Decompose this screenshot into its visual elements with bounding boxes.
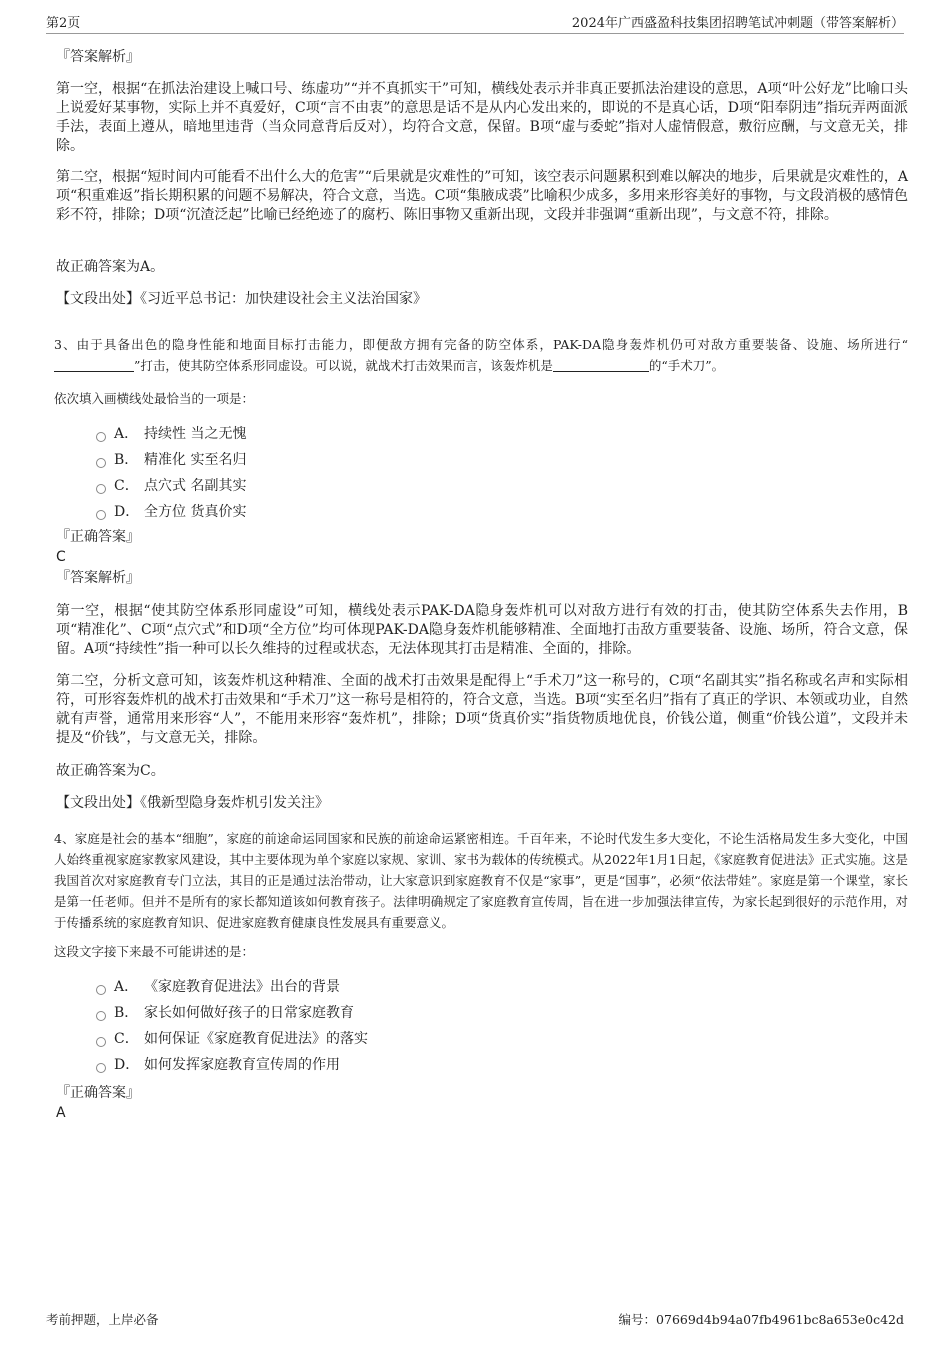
q3-option-c[interactable]: C． 点穴式 名副其实	[96, 472, 246, 498]
q4-option-a[interactable]: A． 《家庭教育促进法》出台的背景	[96, 973, 368, 999]
q3-answer: C	[56, 549, 66, 565]
q3-analysis-p2: 第二空，分析文意可知，该轰炸机这种精准、全面的战术打击效果是配得上“手术刀”这一称号的，C项“名副其实”指名称或名声和实际相符，可形容轰炸机的战术打击效果和“手术刀”这一称号是相符的，符合文意，当选。B项“实至名归”指有了真正的学识、本领或功业，自然就有声誉，通常用来形容“人”，不能用来形容“轰炸机”，排除；D项“货真价实”指货物质地优良，价钱公道，侧重“价钱公道”，文段并未提及“价钱”，与文意无关，排除。	[56, 673, 908, 746]
q2-analysis-p2: 第二空，根据“短时间内可能看不出什么大的危害”“后果就是灾难性的”可知，该空表示问题累积到难以解决的地步，后果就是灾难性的，A项“积重难返”指长期积累的问题不易解决，符合文意，当选。C项“集腋成裘”比喻积少成多，多用来形容美好的事物，与文段消极的感情色彩不符，排除；D项“沉渣泛起”比喻已经绝迹了的腐朽、陈旧事物又重新出现，文段并非强调“重新出现”，与文意不符，排除。	[56, 169, 908, 223]
page-footer	[46, 1310, 904, 1328]
q4-option-d[interactable]: D． 如何发挥家庭教育宣传周的作用	[96, 1051, 368, 1077]
q2-analysis-p1: 第一空，根据“在抓法治建设上喊口号、练虚功”“并不真抓实干”可知，横线处表示并非真正要抓法治建设的意思，A项“叶公好龙”比喻口头上说爱好某事物，实际上并不真爱好，C项“言不由衷”的意思是话不是从内心发出来的，即说的不是真心话，D项“阳奉阴违”指玩弄两面派手法，表面上遵从，暗地里违背（当众同意背后反对），均符合文意，保留。B项“虚与委蛇”指对人虚情假意，敷衍应酬，与文意无关，排除。	[56, 81, 908, 154]
q3-stem	[54, 334, 908, 376]
radio-icon[interactable]	[96, 510, 106, 520]
q2-source: 【文段出处】《习近平总书记：加快建设社会主义法治国家》	[56, 291, 427, 307]
q4-answer: A	[56, 1105, 66, 1121]
radio-icon[interactable]	[96, 1011, 106, 1021]
q3-stem-part-b: ”打击，使其防空体系形同虚设。可以说，就战术打击效果而言，该轰炸机是	[134, 358, 553, 373]
radio-icon[interactable]	[96, 1037, 106, 1047]
q3-prompt: 依次填入画横线处最恰当的一项是：	[54, 391, 255, 406]
footer-slogan: 考前押题，上岸必备	[46, 1312, 159, 1327]
q4-answer-label: 『正确答案』	[56, 1085, 140, 1101]
q3-analysis-label: 『答案解析』	[56, 570, 140, 586]
document-id: 编号：07669d4b94a07fb4961bc8a653e0c42d	[618, 1312, 904, 1327]
q3-stem-part-c: 的“手术刀”。	[648, 358, 725, 373]
page-header	[46, 14, 904, 34]
q2-conclusion: 故正确答案为A。	[56, 259, 165, 275]
q3-option-d[interactable]: D． 全方位 货真价实	[96, 498, 246, 524]
q3-options	[96, 420, 246, 524]
q4-stem: 4、家庭是社会的基本“细胞”，家庭的前途命运同国家和民族的前途命运紧密相连。千百年来，不论时代发生多大变化，不论生活格局发生多大变化，中国人始终重视家庭家教家风建设，其中主要体现为单个家庭以家规、家训、家书为载体的传统模式。从2022年1月1日起，《家庭教育促进法》正式实施。这是我国首次对家庭教育专门立法，其目的正是通过法治带动，让大家意识到家庭教育不仅是“家事”，更是“国事”，必须“依法带娃”。家庭是第一个课堂，家长是第一任老师。但并不是所有的家长都知道该如何教育孩子。法律明确规定了家庭教育宣传周，旨在进一步加强法律宣传，为家长起到很好的示范作用，对于传播系统的家庭教育知识、促进家庭教育健康良性发展具有重要意义。	[54, 831, 908, 930]
q3-blank-1	[54, 358, 134, 372]
radio-icon[interactable]	[96, 432, 106, 442]
q4-option-b[interactable]: B． 家长如何做好孩子的日常家庭教育	[96, 999, 368, 1025]
q4-prompt: 这段文字接下来最不可能讲述的是：	[54, 944, 255, 959]
q2-analysis-label: 『答案解析』	[56, 49, 140, 65]
radio-icon[interactable]	[96, 458, 106, 468]
q3-analysis-p1: 第一空，根据“使其防空体系形同虚设”可知，横线处表示PAK-DA隐身轰炸机可以对敌方进行有效的打击，使其防空体系失去作用，B项“精准化”、C项“点穴式”和D项“全方位”均可体现PAK-DA隐身轰炸机能够精准、全面地打击敌方重要装备、设施、场所，符合文意，保留。A项“持续性”指一种可以长久维持的过程或状态，无法体现其打击是精准、全面的，排除。	[56, 603, 908, 657]
radio-icon[interactable]	[96, 1063, 106, 1073]
radio-icon[interactable]	[96, 985, 106, 995]
q3-blank-2	[553, 358, 649, 372]
radio-icon[interactable]	[96, 484, 106, 494]
q4-options	[96, 973, 368, 1077]
q3-stem-part-a: 3、由于具备出色的隐身性能和地面目标打击能力，即便敌方拥有完备的防空体系，PAK-DA隐身轰炸机仍可对敌方重要装备、设施、场所进行“	[54, 337, 908, 352]
q4-option-c[interactable]: C． 如何保证《家庭教育促进法》的落实	[96, 1025, 368, 1051]
q3-option-a[interactable]: A． 持续性 当之无愧	[96, 420, 246, 446]
document-title: 2024年广西盛盈科技集团招聘笔试冲刺题（带答案解析）	[571, 16, 904, 31]
q3-option-b[interactable]: B． 精准化 实至名归	[96, 446, 246, 472]
q3-conclusion: 故正确答案为C。	[56, 763, 165, 779]
q3-source: 【文段出处】《俄新型隐身轰炸机引发关注》	[56, 795, 329, 811]
page-number: 第2页	[46, 16, 81, 31]
q3-answer-label: 『正确答案』	[56, 529, 140, 545]
